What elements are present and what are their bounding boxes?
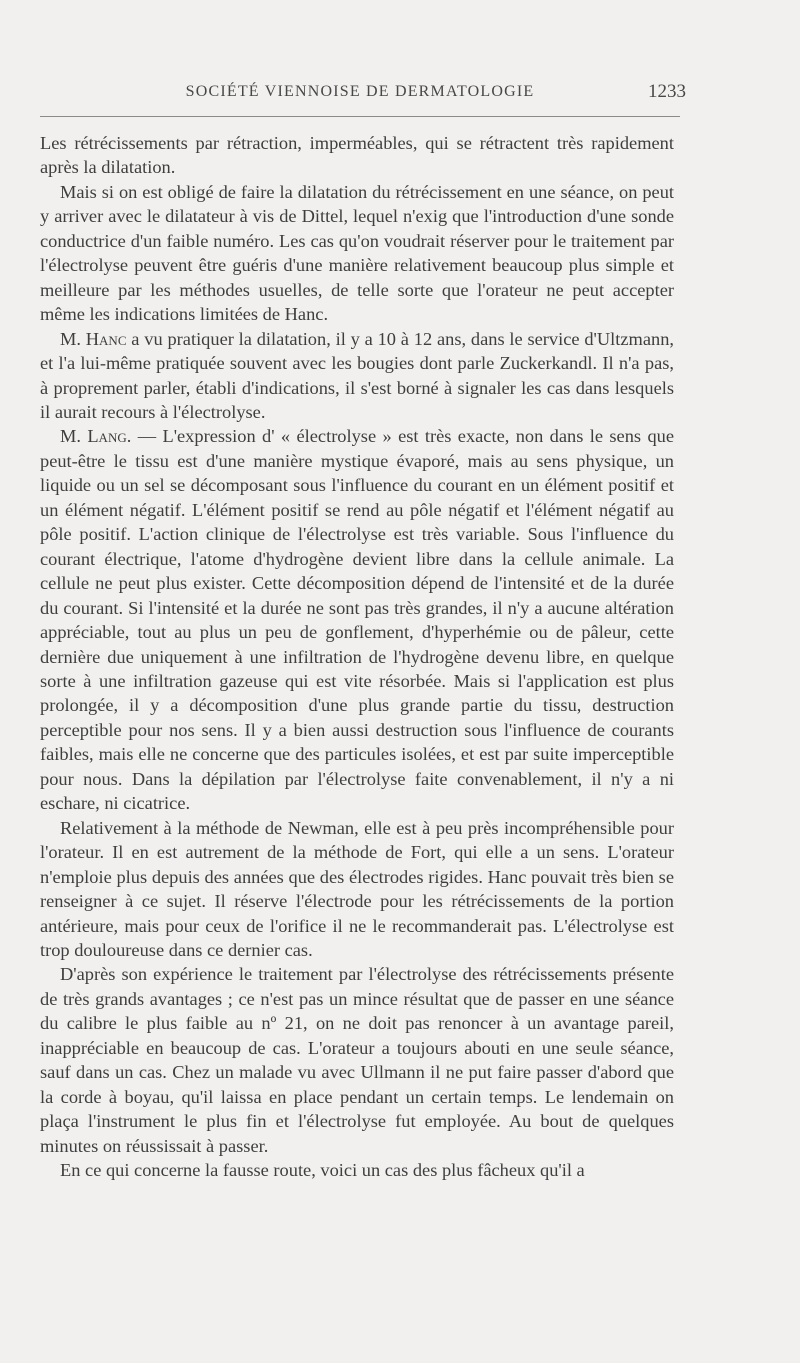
paragraph-retrecissements: [40, 131, 674, 180]
running-header: [40, 81, 686, 107]
paragraph-text: . — L'expression d' « électrolyse » est très exacte, non dans le sens que peut-être le tissu est d'une manière mystique évaporé, mais au sens physique, un liquide ou un sel se décomposant sous l'influence du courant en un élément positif et un élément négatif. L'élément positif se rend au pôle négatif et l'élément négatif au pôle positif. L'action clinique de l'électrolyse est très variable. Sous l'influence du courant électrique, l'atome d'hydrogène devient libre dans la cellule animale. La cellule ne peut plus exister. Cette décomposition dépend de l'intensité et de la durée du courant. Si l'intensité et la durée ne sont pas très grandes, il n'y a aucune altération appréciable, tout au plus un peu de gonflement, d'hyperhémie ou de pâleur, cette dernière due uniquement à une infiltration de l'hydrogène devenu libre, en quelque sorte à une infiltration gazeuse qui est vite résorbée. Mais si l'application est plus prolongée, il y a décomposition d'une plus grande partie du tissu, destruction perceptible pour nos sens. Il y a bien aussi destruction sous l'influence de courants faibles, mais elle ne concerne que des particules isolées, et est par suite imperceptible pour nous. Dans la dépilation par l'électrolyse faite convenablement, il n'y a ni eschare, ni cicatrice.: [40, 426, 674, 814]
speaker-prefix: M.: [60, 426, 88, 447]
running-title: SOCIÉTÉ VIENNOISE DE DERMATOLOGIE: [185, 83, 535, 100]
paragraph-text: D'après son expérience le traitement par l'électrolyse des rétrécissements présente de très grands avantages ; ce n'est pas un mince résultat que de passer en une séance du calibre le plus faible au nº 21, on ne doit pas renoncer à un avantage pareil, inappréciable en beaucoup de cas. L'orateur a toujours abouti en une seule séance, sauf dans un cas. Chez un malade vu avec Ullmann il ne put faire passer d'abord que la corde à boyau, qu'il laissa en place pendant un certain temps. Le lendemain on plaça l'instrument le plus fin et l'électrolyse fut employée. Au bout de quelques minutes on réussissait à passer.: [40, 964, 674, 1156]
paragraph-newman: [40, 816, 674, 963]
speaker-name: Hanc: [85, 328, 127, 349]
paragraph-dilatation: [40, 180, 674, 327]
body-text: [40, 131, 674, 1182]
paragraph-text: Mais si on est obligé de faire la dilatation du rétrécissement en une séance, on peut y arriver avec le dilatateur à vis de Dittel, lequel n'exig que l'introduction d'une sonde conductrice d'un faible numéro. Les cas qu'on voudrait réserver pour le traitement par l'électrolyse peuvent être guéris d'une manière relativement beaucoup plus simple et meilleure par les méthodes usuelles, de telle sorte que l'orateur ne peut accepter même les indications limitées de Hanc.: [40, 181, 674, 325]
speaker-name: Lang: [87, 426, 127, 447]
paragraph-text: Les rétrécissements par rétraction, imperméables, qui se rétractent très rapidement après la dilatation.: [40, 133, 674, 178]
paragraph-experience: [40, 962, 674, 1158]
paragraph-fausse-route: [40, 1158, 674, 1182]
header-rule: [40, 116, 680, 117]
paragraph-text: En ce qui concerne la fausse route, voici un cas des plus fâcheux qu'il a: [60, 1160, 585, 1181]
paragraph-lang: [40, 424, 674, 815]
speaker-prefix: M.: [60, 328, 86, 349]
paragraph-text: a vu pratiquer la dilatation, il y a 10 à 12 ans, dans le service d'Ultzmann, et l'a lui-même pratiquée souvent avec les bougies dont parle Zuckerkandl. Il n'a pas, à proprement parler, établi d'indications, il s'est borné à signaler les cas dans lesquels il aurait recours à l'électrolyse.: [40, 328, 674, 422]
page-number: 1233: [648, 81, 686, 102]
paragraph-text: Relativement à la méthode de Newman, elle est à peu près incompréhensible pour l'orateur. Il en est autrement de la méthode de Fort, qui elle a un sens. L'orateur n'emploie plus depuis des années que des électrodes rigides. Hanc pouvait très bien se renseigner à ce sujet. Il réserve l'électrode pour les rétrécissements de la portion antérieure, mais pour ceux de l'orifice il ne le recommanderait pas. L'électrolyse est trop douloureuse dans ce dernier cas.: [40, 817, 674, 960]
paragraph-hanc: [40, 327, 674, 425]
